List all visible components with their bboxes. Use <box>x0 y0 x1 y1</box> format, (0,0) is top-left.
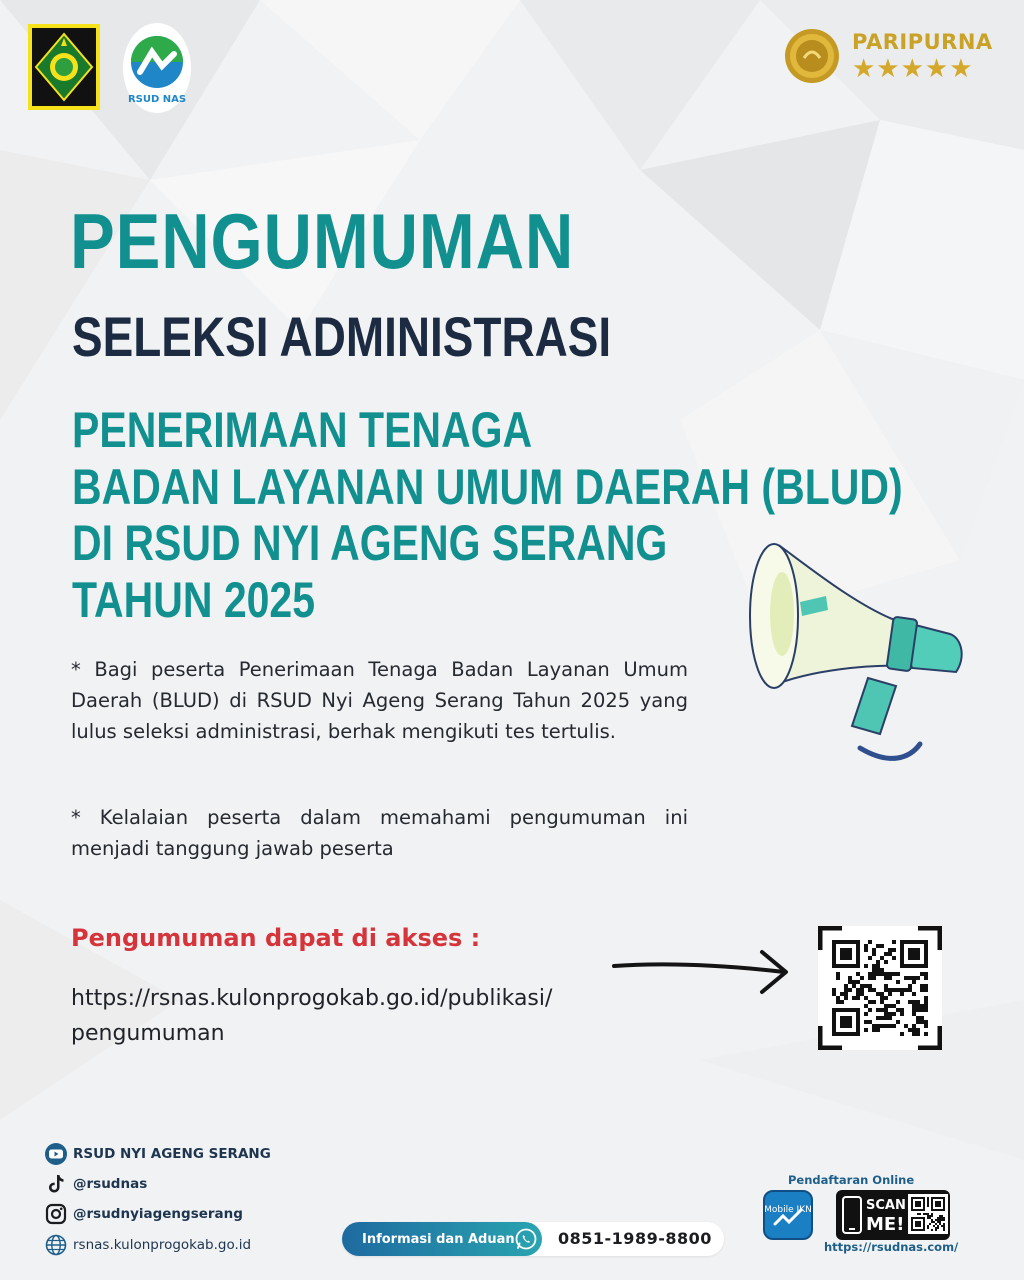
page-title: PENGUMUMAN <box>70 197 575 285</box>
instagram-link[interactable] <box>44 1202 243 1226</box>
accreditation-stars: ★★★★★ <box>852 54 974 84</box>
youtube-link[interactable] <box>44 1142 271 1166</box>
qr-code-small-icon[interactable] <box>908 1194 948 1234</box>
note-paragraph: * Bagi peserta Penerimaan Tenaga Badan Layanan Umum Daerah (BLUD) di RSUD Nyi Ageng Serang Tahun 2025 yang lulus seleksi administrasi, berhak mengikuti tes tertulis. <box>71 658 688 743</box>
youtube-label: RSUD NYI AGENG SERANG <box>73 1146 271 1162</box>
headline-line: DI RSUD NYI AGENG SERANG <box>72 515 668 571</box>
accreditation-label: PARIPURNA <box>852 30 993 54</box>
headline-line: TAHUN 2025 <box>72 572 316 628</box>
announcement-link-line1[interactable]: https://rsnas.kulonprogokab.go.id/publikasi/ <box>71 986 553 1011</box>
headline-line: PENERIMAAN TENAGA <box>72 402 533 458</box>
note-paragraph: * Kelalaian peserta dalam memahami pengumuman ini menjadi tanggung jawab peserta <box>71 806 688 860</box>
scan-line-1: SCAN <box>866 1198 906 1213</box>
arrow-right-icon <box>612 944 792 1000</box>
online-registration-label: Pendaftaran Online <box>788 1173 915 1187</box>
regency-emblem-icon <box>28 24 100 110</box>
mobile-jkn-label: Mobile JKN <box>764 1205 812 1215</box>
instagram-icon <box>44 1202 68 1226</box>
contact-pill[interactable] <box>342 1222 724 1256</box>
phone-icon <box>842 1196 862 1234</box>
rsud-nas-logo <box>122 22 192 114</box>
announcement-link[interactable] <box>71 981 631 1051</box>
rsud-logo-label: RSUD NAS <box>127 94 187 105</box>
whatsapp-icon <box>514 1227 538 1251</box>
announcement-link-line2[interactable]: pengumuman <box>71 1021 225 1046</box>
headline-line: BADAN LAYANAN UMUM DAERAH (BLUD) <box>72 459 903 515</box>
website-label: rsnas.kulonprogokab.go.id <box>73 1237 252 1253</box>
online-registration-link[interactable]: https://rsudnas.com/ <box>824 1240 959 1254</box>
access-label: Pengumuman dapat di akses : <box>71 924 481 952</box>
scan-line-2: ME! <box>866 1214 905 1235</box>
scan-me-text <box>866 1196 906 1234</box>
youtube-icon <box>44 1142 68 1166</box>
tiktok-icon <box>44 1172 68 1196</box>
globe-icon <box>44 1233 68 1257</box>
tiktok-label: @rsudnas <box>73 1176 148 1192</box>
instagram-label: @rsudnyiagengserang <box>73 1206 243 1222</box>
page-subtitle: SELEKSI ADMINISTRASI <box>72 305 612 368</box>
website-link[interactable] <box>44 1233 251 1257</box>
tiktok-link[interactable] <box>44 1172 147 1196</box>
contact-label: Informasi dan Aduan <box>342 1222 542 1256</box>
phone-number: 0851-1989-8800 <box>558 1229 712 1248</box>
megaphone-icon <box>740 538 968 778</box>
qr-code-icon[interactable] <box>818 926 942 1050</box>
accreditation-medal-icon <box>784 28 840 84</box>
mobile-jkn-app-icon[interactable] <box>763 1190 813 1240</box>
